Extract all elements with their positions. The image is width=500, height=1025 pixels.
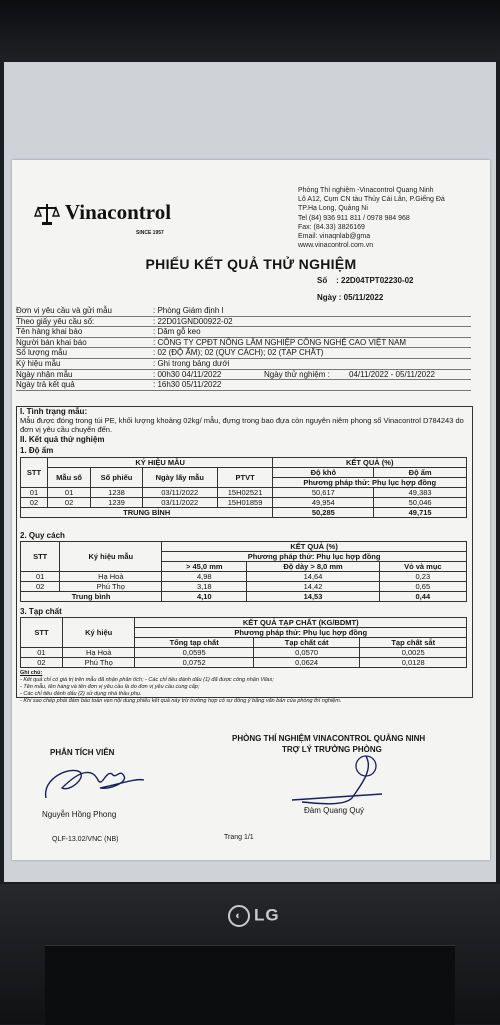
info-row (16, 359, 471, 370)
cell: 14,42 (247, 582, 379, 592)
info-row (16, 327, 471, 338)
table-row (21, 498, 467, 508)
vinacontrol-logo (34, 200, 171, 227)
col-header: Phương pháp thử: Phụ lục hợp đồng (162, 552, 467, 562)
info-label: Tên hàng khai báo (16, 327, 83, 337)
col-header: Độ khô (273, 468, 374, 478)
col-header: Tạp chất sắt (360, 638, 467, 648)
lab-line: Lô A12, Cụm CN tàu Thủy Cái Lân, P.Giếng Đá (298, 196, 445, 204)
analyst-role: PHÂN TÍCH VIÊN (50, 748, 115, 757)
table-row-average (21, 592, 467, 602)
lab-line: Fax: (84.33) 3826169 (298, 223, 365, 231)
cell: Trung bình (21, 592, 162, 602)
table-row (21, 488, 467, 498)
lg-logo (228, 905, 280, 927)
info-row (16, 348, 471, 359)
cell: 02 (21, 498, 48, 508)
info-row (16, 306, 471, 317)
report-date (317, 293, 383, 302)
col-header: Tạp chất cát (253, 638, 360, 648)
info-label: Ngày trả kết quả (16, 380, 75, 390)
report-date-value: : 05/11/2022 (338, 293, 384, 302)
cell: 49,954 (273, 498, 374, 508)
monitor-top-bezel (0, 0, 500, 60)
lab-line: www.vinacontrol.com.vn (298, 242, 374, 250)
cell: 02 (21, 582, 60, 592)
note-line: - Các chỉ tiêu đánh dấu (2) sử dụng nhà thầu phụ. (20, 691, 142, 697)
lab-line: Phòng Thí nghiệm -Vinacontrol Quang Ninh (298, 187, 434, 194)
col-header: Mẫu số (47, 468, 90, 488)
lab-address-block (298, 186, 488, 250)
info-value: : 16h30 05/11/2022 (153, 380, 222, 390)
cell: 0,0624 (253, 658, 360, 668)
info-value: : 02 (ĐỘ ẨM); 02 (QUY CÁCH); 02 (TẠP CHẤT) (153, 348, 324, 358)
cell: 01 (21, 488, 48, 498)
cell: 14,53 (247, 592, 379, 602)
cell: 01 (21, 572, 60, 582)
cell: 4,98 (162, 572, 247, 582)
report-number (317, 276, 414, 285)
cell: 50,046 (374, 498, 467, 508)
info-row (16, 380, 471, 391)
cell: 03/11/2022 (142, 488, 217, 498)
table-row-average (21, 508, 467, 518)
info-value: : CÔNG TY CPĐT NÔNG LÂM NGHIỆP CÔNG NGHỆ CAO VIỆT NAM (153, 337, 407, 347)
lab-line: Tel (84) 936 911 811 / 0978 984 968 (298, 214, 410, 222)
info-label: Người bán khai báo (16, 337, 87, 347)
info-row (16, 317, 471, 328)
test-date-label: Ngày thử nghiệm : (264, 369, 330, 379)
info-label: Theo giấy yêu cầu số: (16, 316, 95, 326)
moisture-table (20, 457, 467, 518)
info-label: Đơn vị yêu cầu và gửi mẫu (16, 306, 112, 315)
cell: 15H02521 (217, 488, 273, 498)
section-results: II. Kết quả thử nghiệm (20, 435, 105, 444)
cell: 0,0128 (360, 658, 467, 668)
col-header: KẾT QUẢ (%) (162, 542, 467, 552)
col-header: STT (21, 458, 48, 488)
test-date-value: 04/11/2022 - 05/11/2022 (349, 369, 435, 379)
col-header: Ký hiệu (62, 618, 135, 648)
col-header: STT (21, 618, 63, 648)
cell: Phú Thọ (62, 658, 135, 668)
col-header: Số phiếu (91, 468, 143, 488)
cell: 1239 (91, 498, 143, 508)
cell: 0,0025 (360, 648, 467, 658)
lg-circle-icon: ◐ (228, 905, 250, 927)
analyst-name: Nguyễn Hồng Phong (42, 810, 117, 819)
info-label: Ngày nhận mẫu (16, 369, 73, 379)
info-row (16, 370, 471, 381)
col-header: STT (21, 542, 60, 572)
note-line: - Khi sao chép phải đảm bảo toàn vẹn nội dung phiếu kết quả này trừ trường hợp có sự đồng ý bằng văn bản của phòng thí nghiệm. (20, 698, 342, 704)
cell: 50,285 (273, 508, 374, 518)
info-section (16, 306, 471, 391)
cell: 0,0570 (253, 648, 360, 658)
info-label: Ký hiệu mẫu (16, 358, 61, 368)
col-header: PTVT (217, 468, 273, 488)
notes (20, 670, 468, 705)
info-value: : Dăm gỗ keo (153, 327, 201, 337)
impurity-title: 3. Tạp chất (20, 607, 62, 616)
report-number-label: Số (317, 276, 328, 285)
cell: 0,65 (379, 582, 466, 592)
form-code: QLF-13.02/VNC (NB) (52, 836, 119, 843)
cell: 01 (47, 488, 90, 498)
document-title: PHIẾU KẾT QUẢ THỬ NGHIỆM (145, 256, 357, 272)
col-header: KẾT QUẢ (%) (273, 458, 467, 468)
cell: 03/11/2022 (142, 498, 217, 508)
cell: 49,383 (374, 488, 467, 498)
assistant-role: TRỢ LÝ TRƯỞNG PHÒNG (282, 745, 382, 754)
lab-line: TP.Hạ Long, Quảng Ni (298, 205, 368, 213)
impurity-table (20, 617, 467, 668)
cell: 4,10 (162, 592, 247, 602)
moisture-title: 1. Độ ẩm (20, 446, 54, 455)
cell: 0,0595 (135, 648, 253, 658)
cell: 02 (21, 658, 63, 668)
cell: 02 (47, 498, 90, 508)
table-row (21, 658, 467, 668)
sample-condition-text: Mẫu được đóng trong túi PE, khối lượng khoảng 02kg/ mẫu, đựng trong bao đựa còn nguyên niêm phong số Vinacontrol D784243 do đơn vị yêu cầu chuyển đến. (20, 416, 464, 434)
cell: 14,64 (247, 572, 379, 582)
table-row (21, 572, 467, 582)
test-report-document (12, 160, 490, 860)
col-header: KẾT QUẢ TẠP CHẤT (KG/BDMT) (135, 618, 467, 628)
col-header: Phương pháp thử: Phụ lục hợp đồng (273, 478, 467, 488)
results-box (16, 406, 473, 704)
cell: 3,18 (162, 582, 247, 592)
info-value: : Phòng Giám định I (153, 306, 224, 315)
table-row (21, 582, 467, 592)
col-header: Ngày lấy mẫu (142, 468, 217, 488)
cell: 0,44 (379, 592, 466, 602)
cell: 50,617 (273, 488, 374, 498)
table-row (21, 648, 467, 658)
report-number-value: : 22D04TPT02230-02 (336, 276, 414, 285)
section-sample-condition: I. Tình trạng mẫu: (20, 407, 88, 416)
analyst-signature (40, 758, 150, 808)
size-title: 2. Quy cách (20, 531, 65, 540)
info-row (16, 338, 471, 349)
note-line: - Kết quả chỉ có giá trị trên mẫu đã nhận phân tích; - Các chỉ tiêu đánh dấu (1) đã được công nhận Vilas; (20, 677, 274, 683)
info-value: : 00h30 04/11/2022 (153, 369, 222, 379)
lg-brand-text: LG (254, 905, 280, 925)
notes-heading: Ghi chú: (20, 670, 43, 676)
cell: 15H01859 (217, 498, 273, 508)
lab-line: Email: vinaqnlab@gma (298, 233, 371, 241)
cell: Hạ Hoà (62, 648, 135, 658)
col-header: Ký hiệu mẫu (60, 542, 162, 572)
monitor-stand (45, 945, 455, 1025)
cell: 0,23 (379, 572, 466, 582)
cell: 01 (21, 648, 63, 658)
cell: Phú Thọ (60, 582, 162, 592)
cell: 0,0752 (135, 658, 253, 668)
info-value: : Ghi trong bảng dưới (153, 358, 230, 368)
report-date-label: Ngày (317, 293, 337, 302)
cell: Hạ Hoà (60, 572, 162, 582)
info-label: Số lượng mẫu (16, 348, 68, 358)
logo-since: SINCE 1957 (136, 230, 164, 236)
col-header: Độ dày > 8,0 mm (247, 562, 379, 572)
size-table (20, 541, 467, 602)
info-value: : 22D01GND00922-02 (153, 316, 233, 326)
cell: 1238 (91, 488, 143, 498)
col-header: KÝ HIỆU MẪU (47, 458, 272, 468)
note-line: - Tên mẫu, tên hàng và tên đơn vị yêu cầu là do đơn vị yêu cầu cung cấp; (20, 684, 200, 690)
col-header: Độ ẩm (374, 468, 467, 478)
page-number: Trang 1/1 (224, 834, 254, 841)
lab-signature-title: PHÒNG THÍ NGHIỆM VINACONTROL QUẢNG NINH (232, 734, 426, 743)
col-header: > 45,0 mm (162, 562, 247, 572)
scales-icon (34, 201, 60, 227)
assistant-signature (282, 752, 392, 808)
assistant-name: Đàm Quang Quý (304, 806, 365, 815)
col-header: Vỏ và mục (379, 562, 466, 572)
col-header: Tổng tạp chất (135, 638, 253, 648)
cell: 49,715 (374, 508, 467, 518)
col-header: Phương pháp thử: Phụ lục hợp đồng (135, 628, 467, 638)
logo-text: Vinacontrol (64, 200, 172, 224)
monitor-screen (4, 62, 496, 882)
cell: TRUNG BÌNH (21, 508, 273, 518)
